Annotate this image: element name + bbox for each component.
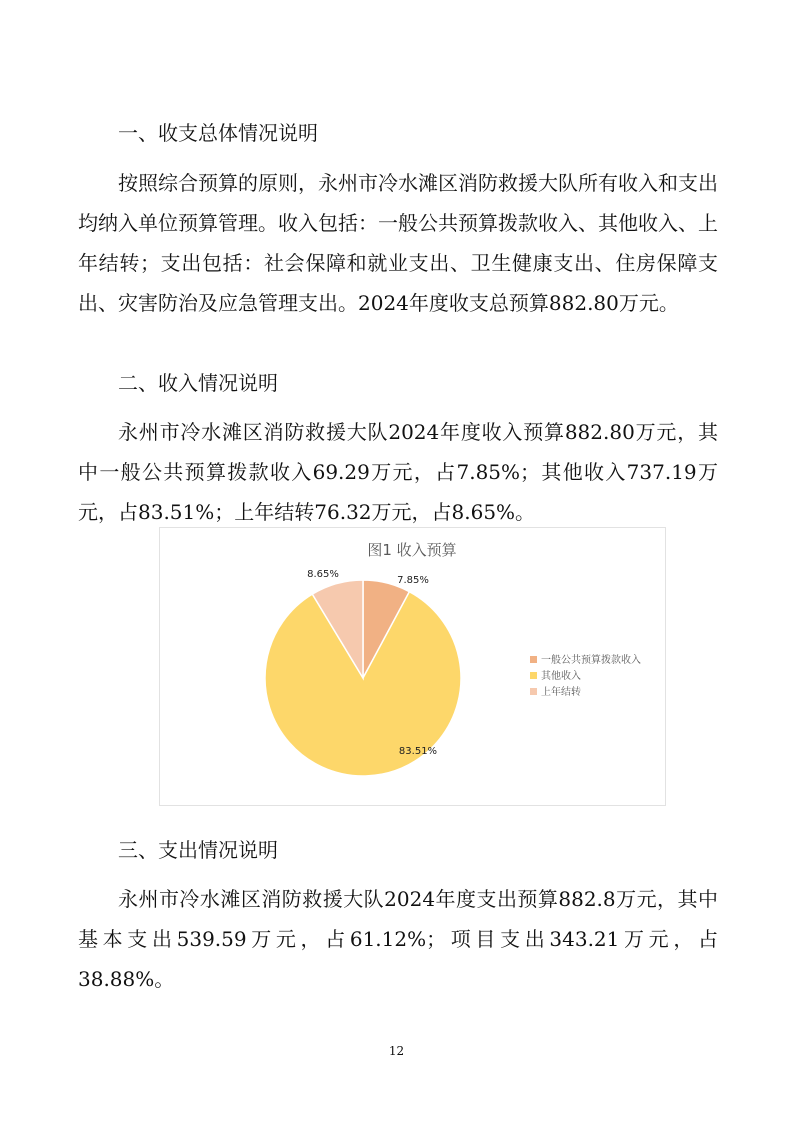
section2-body: 永州市冷水滩区消防救援大队2024年度收入预算882.80万元，其中一般公共预算拨款收入69.29万元，占7.85%；其他收入737.19万元，占83.51%；上年结转76.32万元，占8.65%。 xyxy=(78,420,718,524)
pie-svg xyxy=(160,528,665,805)
pie-data-label-2: 8.65% xyxy=(307,569,339,580)
legend-label-2: 上年结转 xyxy=(541,687,581,698)
section1-body: 按照综合预算的原则，永州市冷水滩区消防救援大队所有收入和支出均纳入单位预算管理。收入包括：一般公共预算拨款收入、其他收入、上年结转；支出包括：社会保障和就业支出、卫生健康支出、住房保障支出、灾害防治及应急管理支出。2024年度收支总预算882.80万元。 xyxy=(78,171,718,315)
section3-heading: 三、支出情况说明 xyxy=(118,838,278,862)
section1-heading: 一、收支总体情况说明 xyxy=(118,121,318,145)
chart-title: 图1 收入预算 xyxy=(367,541,457,559)
legend-swatch-2 xyxy=(530,688,537,695)
pie-data-label-1: 83.51% xyxy=(398,746,438,757)
page-number: 12 xyxy=(388,1044,405,1058)
pie-data-label-0: 7.85% xyxy=(397,575,429,586)
income-pie-chart xyxy=(159,527,666,806)
legend-label-1: 其他收入 xyxy=(541,671,581,682)
legend-swatch-0 xyxy=(530,656,537,663)
section2-heading: 二、收入情况说明 xyxy=(118,371,278,395)
legend-label-0: 一般公共预算拨款收入 xyxy=(541,655,641,666)
legend-swatch-1 xyxy=(530,672,537,679)
section3-body: 永州市冷水滩区消防救援大队2024年度支出预算882.8万元，其中基本支出539.59万元，占61.12%；项目支出343.21万元，占38.88%。 xyxy=(78,887,718,991)
